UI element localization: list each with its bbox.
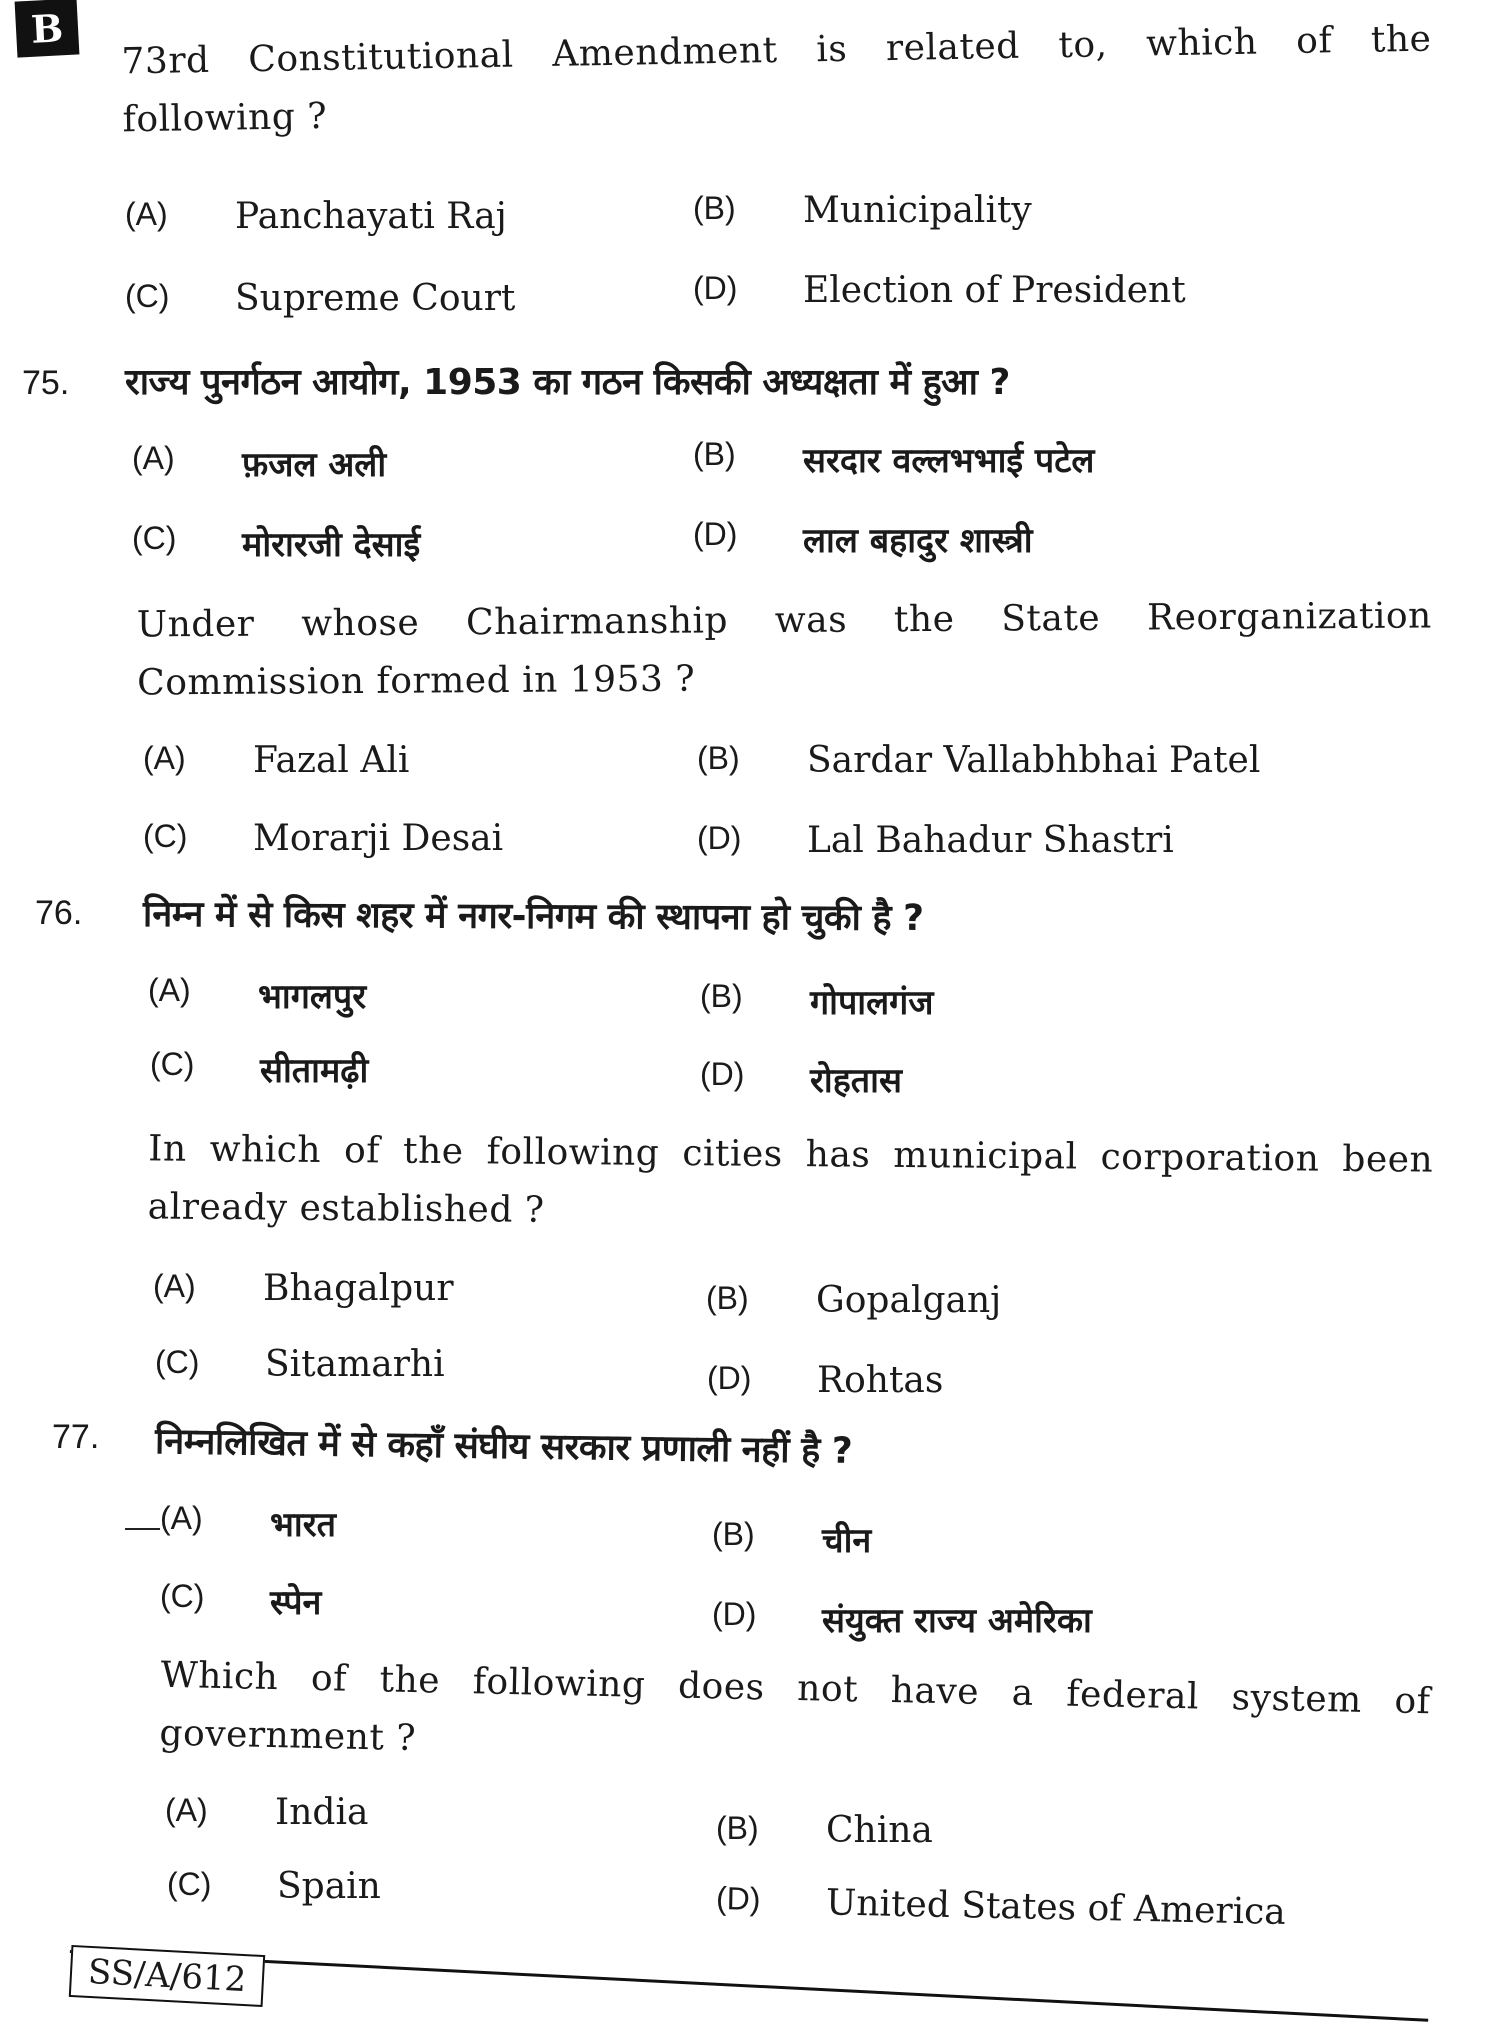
q75-hindi-option-a[interactable] xyxy=(132,440,386,486)
option-label: (C) xyxy=(150,1046,195,1082)
stem-line: 73rd Constitutional Amendment is related to, which of the xyxy=(121,18,1432,83)
q75-hindi-option-d[interactable] xyxy=(693,516,1033,562)
option-text: Spain xyxy=(277,1866,381,1907)
stem-line: Under whose Chairmanship was the State Reorganization xyxy=(136,595,1432,646)
option-text: Sardar Vallabhbhai Patel xyxy=(807,740,1261,781)
option-label: (D) xyxy=(697,820,742,856)
option-text: लाल बहादुर शास्त्री xyxy=(803,521,1033,561)
stem-line: Which of the following does not have a federal system of xyxy=(160,1654,1431,1723)
option-label: (C) xyxy=(132,520,177,556)
question-77-hindi-stem: निम्नलिखित में से कहाँ संघीय सरकार प्रणाली नहीं है ? xyxy=(154,1421,853,1472)
question-number: 77. xyxy=(52,1418,100,1456)
q77-option-c[interactable] xyxy=(167,1866,381,1907)
q76-hindi-option-d[interactable] xyxy=(700,1056,902,1102)
q75-option-b[interactable] xyxy=(697,740,1260,781)
question-76-english-stem xyxy=(148,1120,1434,1247)
question-74-english-stem xyxy=(121,11,1433,150)
option-text: सीतामढ़ी xyxy=(260,1051,369,1091)
option-label: (A) xyxy=(143,740,186,776)
q75-hindi-option-b[interactable] xyxy=(693,436,1094,482)
option-label: (A) xyxy=(132,440,175,476)
q77-option-b[interactable] xyxy=(716,1810,933,1851)
option-label: (A) xyxy=(165,1792,208,1828)
q74-option-d[interactable] xyxy=(693,270,1186,311)
paper-code: SS/A/612 xyxy=(69,1945,266,2007)
q76-option-a[interactable] xyxy=(153,1268,454,1309)
option-text: मोरारजी देसाई xyxy=(242,525,421,565)
option-label: (B) xyxy=(693,436,736,472)
footer-rule xyxy=(70,1950,1428,2022)
option-text: Fazal Ali xyxy=(253,740,410,781)
option-text: Election of President xyxy=(803,270,1186,311)
option-label: (C) xyxy=(167,1866,212,1902)
option-text: Gopalganj xyxy=(816,1280,1002,1321)
option-text: रोहतास xyxy=(810,1061,902,1101)
option-text: India xyxy=(275,1792,369,1833)
option-label: (D) xyxy=(712,1596,757,1632)
option-text: Supreme Court xyxy=(235,278,516,319)
stem-line-last: already established ? xyxy=(147,1186,545,1231)
option-text: स्पेन xyxy=(270,1583,322,1623)
stem-line: In which of the following cities has municipal corporation been xyxy=(148,1128,1434,1181)
option-label: (C) xyxy=(125,278,170,314)
option-label: (B) xyxy=(712,1516,755,1552)
option-text: गोपालगंज xyxy=(810,983,934,1023)
option-text: Morarji Desai xyxy=(253,818,504,859)
q75-option-a[interactable] xyxy=(143,740,409,781)
option-text: फ़जल अली xyxy=(242,445,387,485)
q76-option-b[interactable] xyxy=(706,1280,1001,1321)
question-75-hindi-stem: राज्य पुनर्गठन आयोग, 1953 का गठन किसकी अध्यक्षता में हुआ ? xyxy=(125,362,1010,403)
q76-hindi-option-c[interactable] xyxy=(150,1046,368,1092)
option-text: Panchayati Raj xyxy=(235,196,507,237)
option-label: (A) xyxy=(125,196,168,232)
q76-hindi-option-a[interactable] xyxy=(148,972,366,1018)
option-text: भागलपुर xyxy=(258,977,367,1017)
option-text: Sitamarhi xyxy=(265,1344,445,1385)
option-label: (B) xyxy=(700,978,743,1014)
q76-hindi-option-b[interactable] xyxy=(700,978,934,1024)
q76-option-c[interactable] xyxy=(155,1344,445,1385)
option-label: (D) xyxy=(715,1880,761,1917)
option-label: (C) xyxy=(155,1344,200,1380)
option-label: (B) xyxy=(693,190,736,226)
stem-line-last: government ? xyxy=(159,1712,417,1760)
section-badge: B xyxy=(15,0,80,58)
q77-hindi-option-d[interactable] xyxy=(712,1596,1092,1642)
question-number: 75. xyxy=(22,364,70,402)
option-label: (C) xyxy=(143,818,188,854)
q75-option-c[interactable] xyxy=(143,818,503,859)
option-label: (D) xyxy=(700,1056,745,1092)
question-77-english-stem xyxy=(159,1647,1431,1790)
option-text: Municipality xyxy=(803,190,1032,231)
q77-hindi-option-c[interactable] xyxy=(160,1578,321,1624)
q75-option-d[interactable] xyxy=(697,820,1174,861)
q74-option-b[interactable] xyxy=(693,190,1032,231)
question-76-hindi-stem: निम्न में से किस शहर में नगर-निगम की स्थापना हो चुकी है ? xyxy=(142,893,924,940)
option-label: (D) xyxy=(693,516,738,552)
option-label: (B) xyxy=(706,1280,749,1316)
option-text: चीन xyxy=(822,1521,872,1561)
question-75-english-stem xyxy=(137,587,1433,712)
option-text: Rohtas xyxy=(817,1360,944,1401)
q77-option-a[interactable] xyxy=(165,1792,368,1833)
q75-hindi-option-c[interactable] xyxy=(132,520,420,566)
option-label: (A) xyxy=(148,972,191,1008)
option-text: United States of America xyxy=(825,1882,1287,1933)
option-label: (A) xyxy=(160,1500,203,1536)
q76-option-d[interactable] xyxy=(707,1360,943,1401)
q74-option-c[interactable] xyxy=(125,278,515,319)
option-label: (D) xyxy=(693,270,738,306)
option-label: (C) xyxy=(160,1578,205,1614)
q77-option-d[interactable] xyxy=(716,1880,1287,1933)
stem-line-last: Commission formed in 1953 ? xyxy=(137,658,696,704)
question-number: 76. xyxy=(35,894,83,932)
option-text: संयुक्त राज्य अमेरिका xyxy=(822,1601,1092,1641)
option-label: (B) xyxy=(697,740,740,776)
stem-line-last: following ? xyxy=(122,95,328,141)
option-label: (B) xyxy=(716,1810,759,1846)
q74-option-a[interactable] xyxy=(125,196,507,237)
option-text: सरदार वल्लभभाई पटेल xyxy=(803,441,1095,481)
pen-mark xyxy=(125,1528,160,1530)
option-text: Bhagalpur xyxy=(263,1268,454,1309)
q77-hindi-option-a[interactable] xyxy=(160,1500,336,1546)
option-text: भारत xyxy=(270,1505,336,1545)
option-label: (A) xyxy=(153,1268,196,1304)
option-text: Lal Bahadur Shastri xyxy=(807,820,1174,861)
option-text: China xyxy=(826,1810,933,1851)
q77-hindi-option-b[interactable] xyxy=(712,1516,871,1562)
option-label: (D) xyxy=(707,1360,752,1396)
